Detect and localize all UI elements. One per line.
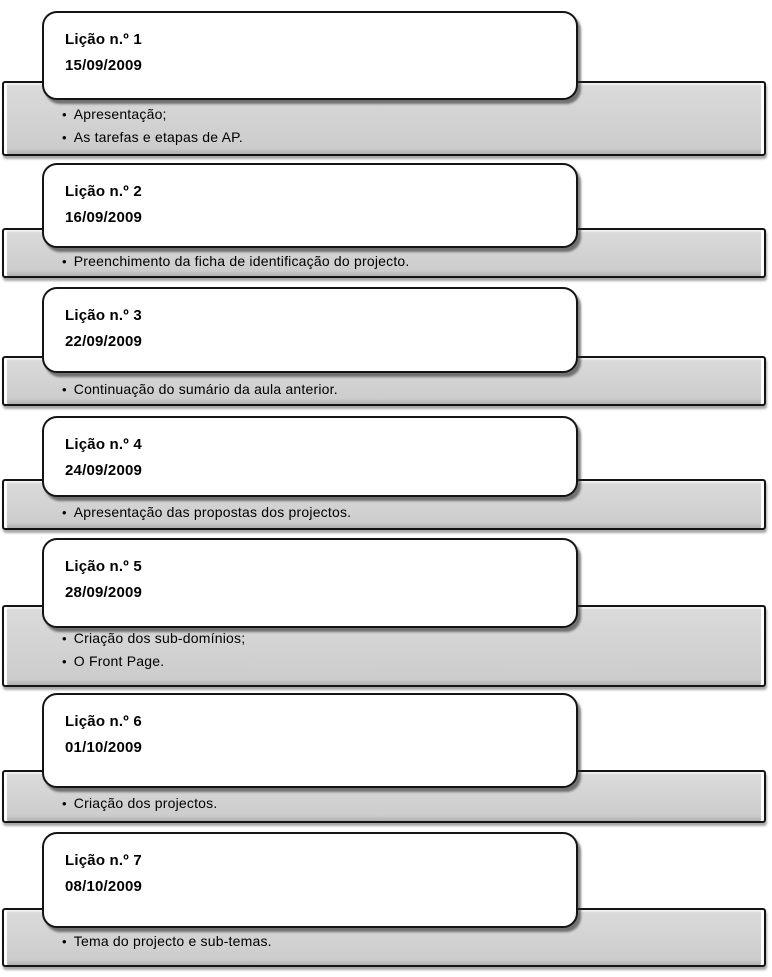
lesson-title: Lição n.º 1 xyxy=(65,31,142,48)
lesson-date: 16/09/2009 xyxy=(65,209,143,226)
lesson-date: 08/10/2009 xyxy=(65,878,143,895)
lesson-date: 15/09/2009 xyxy=(65,57,143,74)
bullet-item xyxy=(62,650,752,673)
lesson-card xyxy=(42,832,578,928)
bullet-icon: • xyxy=(62,382,67,397)
lesson-card xyxy=(42,416,578,497)
bullet-item xyxy=(62,103,752,126)
lesson-title: Lição n.º 4 xyxy=(65,436,142,453)
lesson-title: Lição n.º 3 xyxy=(65,307,142,324)
bullet-text: Apresentação; xyxy=(73,106,167,122)
lesson-date: 01/10/2009 xyxy=(65,739,143,756)
lesson-title: Lição n.º 2 xyxy=(65,183,142,200)
lesson-card xyxy=(42,11,578,100)
bullet-icon: • xyxy=(62,934,67,949)
bullet-icon: • xyxy=(62,796,67,811)
bullet-icon: • xyxy=(62,505,67,520)
bullet-icon: • xyxy=(62,631,67,646)
bullet-text: O Front Page. xyxy=(73,653,165,669)
lesson-date: 28/09/2009 xyxy=(65,584,143,601)
bullet-item xyxy=(62,378,752,401)
lesson-card xyxy=(42,693,578,788)
bullet-item xyxy=(62,250,752,273)
bullet-icon: • xyxy=(62,254,67,269)
bullet-text: Apresentação das propostas dos projectos. xyxy=(73,504,352,520)
bullet-text: Tema do projecto e sub-temas. xyxy=(73,933,272,949)
bullet-text: Preenchimento da ficha de identificação do projecto. xyxy=(73,253,410,269)
bullet-item xyxy=(62,792,752,815)
lesson-card xyxy=(42,538,578,628)
lesson-date: 22/09/2009 xyxy=(65,333,143,350)
bullet-icon: • xyxy=(62,654,67,669)
lesson-title: Lição n.º 6 xyxy=(65,713,142,730)
bullet-icon: • xyxy=(62,107,67,122)
bullet-item xyxy=(62,930,752,953)
bullet-item xyxy=(62,627,752,650)
bullet-text: Continuação do sumário da aula anterior. xyxy=(73,381,338,397)
bullet-text: As tarefas e etapas de AP. xyxy=(73,129,243,145)
lesson-title: Lição n.º 7 xyxy=(65,852,142,869)
lesson-date: 24/09/2009 xyxy=(65,462,143,479)
lesson-card xyxy=(42,287,578,373)
bullet-text: Criação dos sub-domínios; xyxy=(73,630,246,646)
bullet-item xyxy=(62,126,752,149)
bullet-item xyxy=(62,501,752,524)
lesson-title: Lição n.º 5 xyxy=(65,558,142,575)
bullet-text: Criação dos projectos. xyxy=(73,795,218,811)
bullet-icon: • xyxy=(62,130,67,145)
lesson-card xyxy=(42,163,578,248)
